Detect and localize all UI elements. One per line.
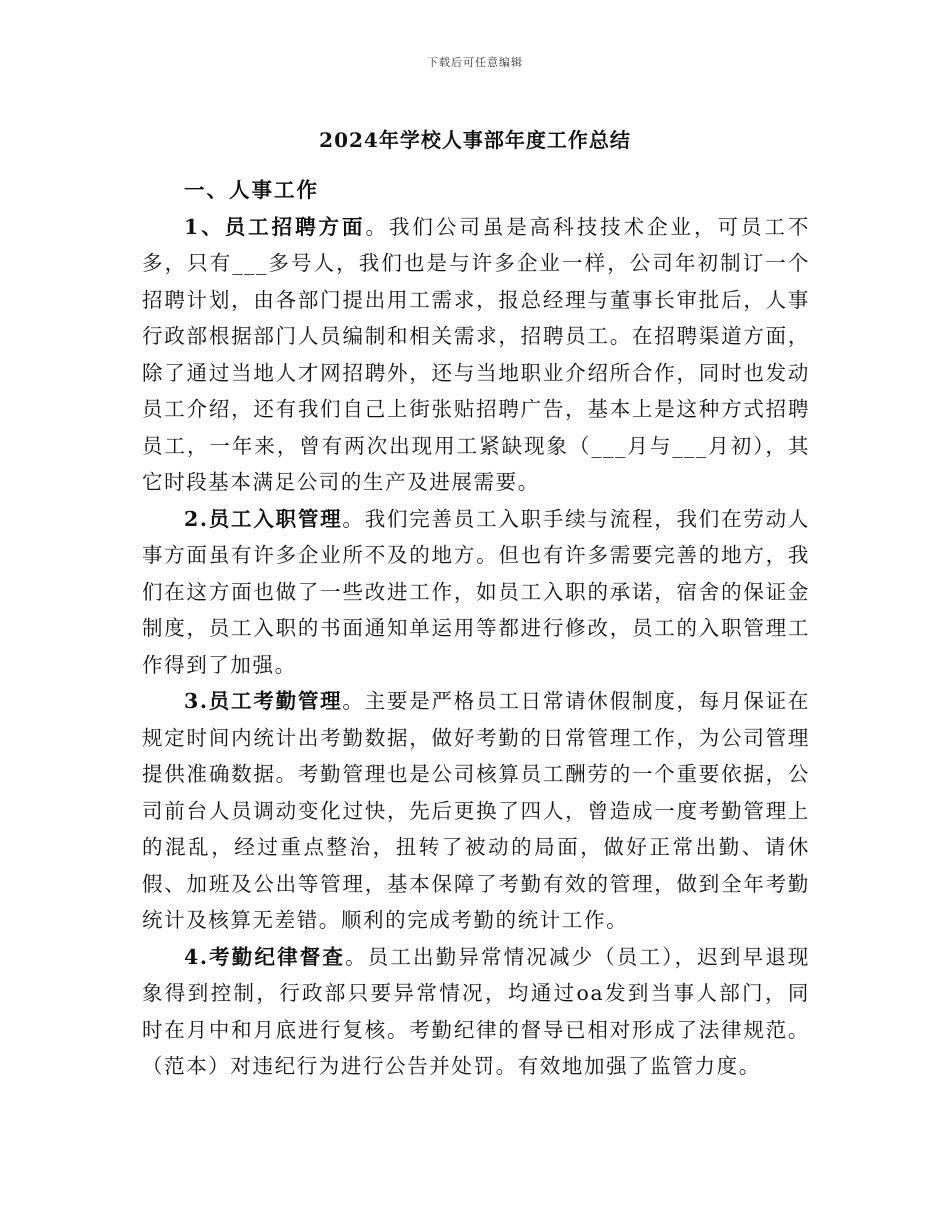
document-body bbox=[142, 172, 810, 1085]
paragraph-text: 。我们公司虽是高科技技术企业，可员工不多，只有___多号人，我们也是与许多企业一样，公司年初制订一个招聘计划，由各部门提出用工需求，报总经理与董事长审批后，人事行政部根据部门人员编制和相关需求，招聘员工。在招聘渠道方面，除了通过当地人才网招聘外，还与当地职业介绍所合作，同时也发动员工介绍，还有我们自己上街张贴招聘广告，基本上是这种方式招聘员工，一年来，曾有两次出现用工紧缺现象（___月与___月初），其它时段基本满足公司的生产及进展需要。 bbox=[142, 214, 810, 494]
paragraph-lead: 2.员工入职管理 bbox=[184, 506, 343, 531]
paragraph-lead: 1、员工招聘方面 bbox=[184, 214, 366, 239]
paragraph-onboarding bbox=[142, 501, 810, 684]
section-heading: 一、人事工作 bbox=[184, 178, 319, 202]
paragraph-text: 。员工出勤异常情况减少（员工），迟到早退现象得到控制，行政部只要异常情况，均通过oa发到当事人部门，同时在月中和月底进行复核。考勤纪律的督导已相对形成了法律规范。（范本）对违纪行为进行公告并处罚。有效地加强了监管力度。 bbox=[142, 944, 810, 1078]
paragraph-lead: 4.考勤纪律督查 bbox=[184, 944, 346, 969]
paragraph-text: 。主要是严格员工日常请休假制度，每月保证在规定时间内统计出考勤数据，做好考勤的日常管理工作，为公司管理提供准确数据。考勤管理也是公司核算员工酬劳的一个重要依据，公司前台人员调动变化过快，先后更换了四人，曾造成一度考勤管理上的混乱，经过重点整治，扭转了被动的局面，做好正常出勤、请休假、加班及公出等管理，基本保障了考勤有效的管理，做到全年考勤统计及核算无差错。顺利的完成考勤的统计工作。 bbox=[142, 689, 810, 932]
paragraph-text: 。我们完善员工入职手续与流程，我们在劳动人事方面虽有许多企业所不及的地方。但也有许多需要完善的地方，我们在这方面也做了一些改进工作，如员工入职的承诺，宿舍的保证金制度，员工入职的书面通知单运用等都进行修改，员工的入职管理工作得到了加强。 bbox=[142, 506, 810, 677]
header-note: 下载后可任意编辑 bbox=[427, 56, 523, 69]
paragraph-attendance bbox=[142, 683, 810, 939]
paragraph-discipline bbox=[142, 939, 810, 1085]
document-title: 2024年学校人事部年度工作总结 bbox=[319, 128, 631, 152]
paragraph-recruitment bbox=[142, 209, 810, 501]
paragraph-lead: 3.员工考勤管理 bbox=[184, 689, 343, 713]
